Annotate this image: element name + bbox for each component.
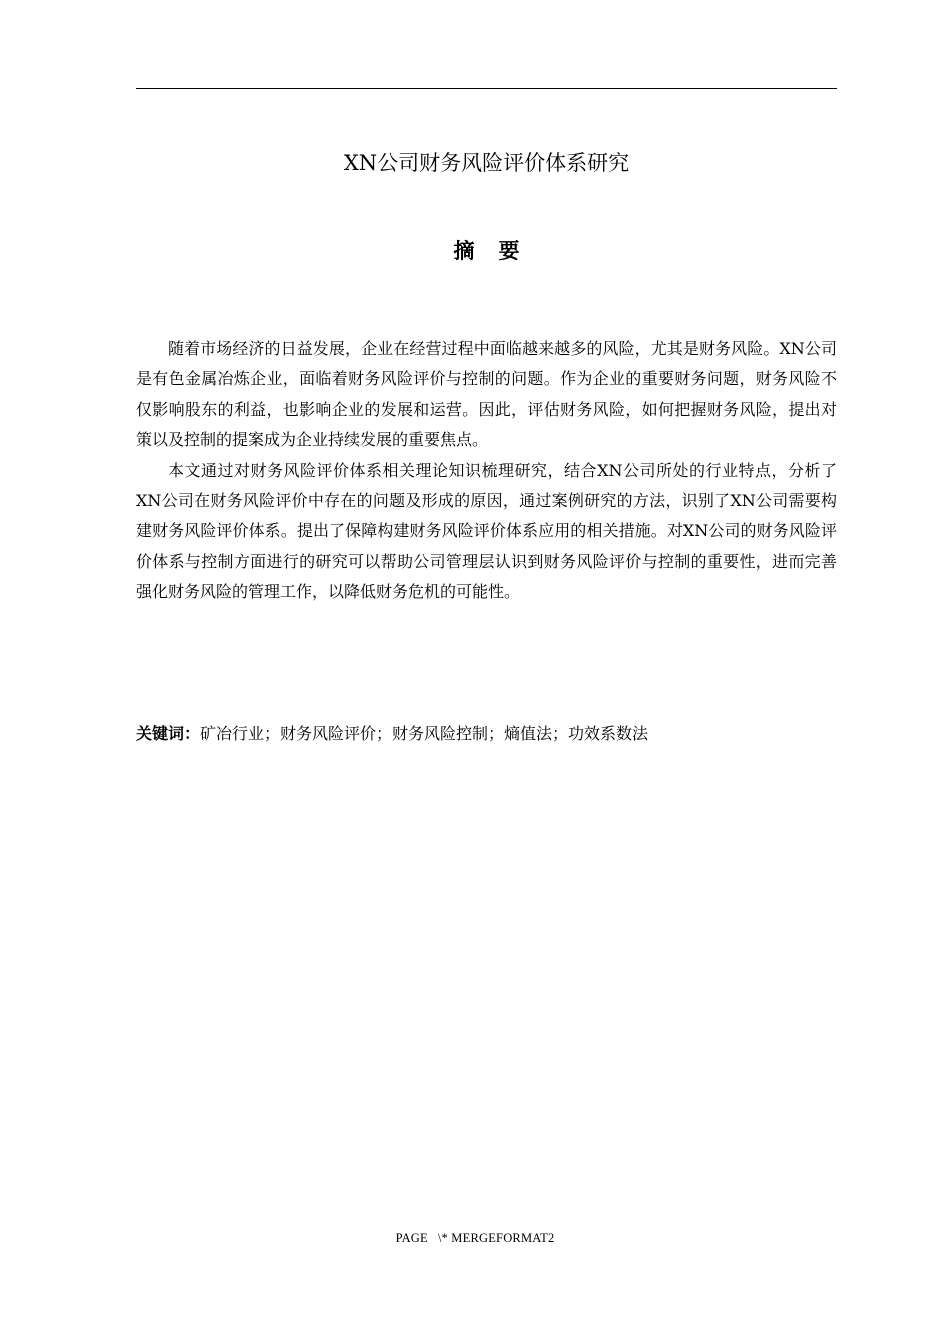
keywords-text: 矿冶行业；财务风险评价；财务风险控制；熵值法；功效系数法 — [200, 724, 649, 743]
document-title: XN公司财务风险评价体系研究 — [343, 151, 630, 175]
keywords-label: 关键词： — [136, 724, 201, 743]
abstract-heading: 摘要 — [453, 239, 544, 263]
abstract-paragraph-2: 本文通过对财务风险评价体系相关理论知识梳理研究，结合XN公司所处的行业特点，分析了XN公司在财务风险评价中存在的问题及形成的原因，通过案例研究的方法，识别了XN公司需要构建财务风险评价体系。提出了保障构建财务风险评价体系应用的相关措施。对XN公司的财务风险评价体系与控制方面进行的研究可以帮助公司管理层认识到财务风险评价与控制的重要性，进而完善强化财务风险的管理工作，以降低财务危机的可能性。 — [136, 460, 837, 602]
abstract-body — [136, 334, 837, 608]
keywords-line — [136, 719, 837, 749]
abstract-paragraph-1: 随着市场经济的日益发展，企业在经营过程中面临越来越多的风险，尤其是财务风险。XN公司是有色金属冶炼企业，面临着财务风险评价与控制的问题。作为企业的重要财务问题，财务风险不仅影响股东的利益，也影响企业的发展和运营。因此，评估财务风险，如何把握财务风险，提出对策以及控制的提案成为企业持续发展的重要焦点。 — [136, 339, 837, 450]
page-footer — [0, 1228, 950, 1248]
header-rule — [136, 88, 837, 89]
page-number-field: PAGE \* MERGEFORMAT2 — [395, 1231, 555, 1245]
